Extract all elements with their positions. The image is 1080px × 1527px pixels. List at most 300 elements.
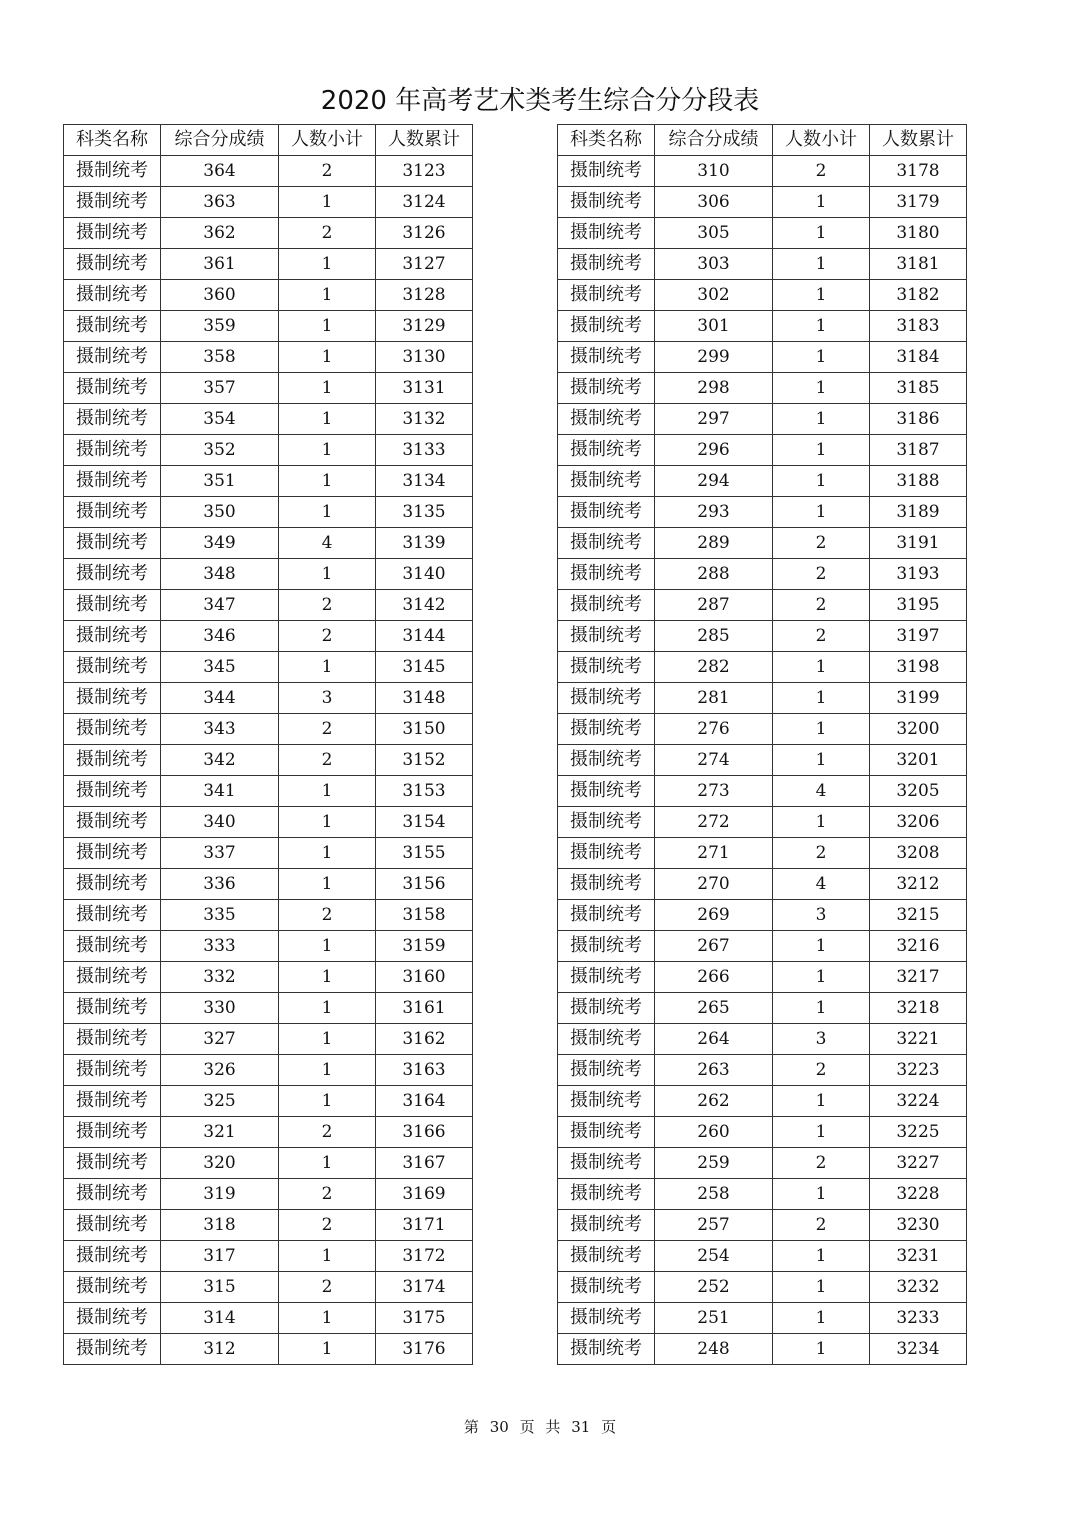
cell-score: 264 bbox=[655, 1024, 773, 1055]
cell-cumulative: 3198 bbox=[870, 652, 967, 683]
cell-cumulative: 3166 bbox=[376, 1117, 473, 1148]
cell-cumulative: 3223 bbox=[870, 1055, 967, 1086]
table-row bbox=[64, 1334, 473, 1365]
cell-subject: 摄制统考 bbox=[64, 1334, 161, 1365]
cell-cumulative: 3130 bbox=[376, 342, 473, 373]
cell-count: 3 bbox=[773, 1024, 870, 1055]
cell-cumulative: 3153 bbox=[376, 776, 473, 807]
page-footer bbox=[0, 1416, 1080, 1437]
cell-count: 1 bbox=[773, 1179, 870, 1210]
table-body-right bbox=[558, 156, 967, 1365]
cell-score: 288 bbox=[655, 559, 773, 590]
cell-score: 363 bbox=[161, 187, 279, 218]
cell-count: 1 bbox=[279, 1241, 376, 1272]
cell-count: 2 bbox=[773, 1055, 870, 1086]
table-row bbox=[558, 652, 967, 683]
table-row bbox=[558, 745, 967, 776]
cell-count: 2 bbox=[773, 156, 870, 187]
cell-cumulative: 3156 bbox=[376, 869, 473, 900]
cell-cumulative: 3127 bbox=[376, 249, 473, 280]
page-title: 2020 年高考艺术类考生综合分分段表 bbox=[320, 86, 760, 116]
cell-count: 1 bbox=[279, 931, 376, 962]
cell-cumulative: 3126 bbox=[376, 218, 473, 249]
cell-count: 1 bbox=[279, 869, 376, 900]
table-row bbox=[558, 1210, 967, 1241]
cell-score: 345 bbox=[161, 652, 279, 683]
cell-count: 2 bbox=[773, 838, 870, 869]
cell-subject: 摄制统考 bbox=[558, 962, 655, 993]
cell-cumulative: 3131 bbox=[376, 373, 473, 404]
cell-subject: 摄制统考 bbox=[64, 621, 161, 652]
table-row bbox=[558, 435, 967, 466]
cell-score: 265 bbox=[655, 993, 773, 1024]
cell-count: 1 bbox=[773, 342, 870, 373]
cell-subject: 摄制统考 bbox=[64, 497, 161, 528]
table-header-row bbox=[558, 125, 967, 156]
cell-subject: 摄制统考 bbox=[64, 1179, 161, 1210]
cell-score: 320 bbox=[161, 1148, 279, 1179]
cell-count: 2 bbox=[773, 559, 870, 590]
cell-count: 2 bbox=[279, 590, 376, 621]
table-row bbox=[558, 218, 967, 249]
cell-cumulative: 3162 bbox=[376, 1024, 473, 1055]
table-row bbox=[558, 1086, 967, 1117]
table-row bbox=[558, 621, 967, 652]
cell-count: 1 bbox=[279, 1055, 376, 1086]
cell-subject: 摄制统考 bbox=[64, 1210, 161, 1241]
cell-count: 2 bbox=[279, 1272, 376, 1303]
table-row bbox=[64, 1210, 473, 1241]
table-row bbox=[558, 1148, 967, 1179]
cell-subject: 摄制统考 bbox=[558, 249, 655, 280]
cell-cumulative: 3178 bbox=[870, 156, 967, 187]
table-row bbox=[558, 993, 967, 1024]
cell-score: 301 bbox=[655, 311, 773, 342]
table-row bbox=[64, 497, 473, 528]
cell-count: 2 bbox=[773, 590, 870, 621]
cell-score: 289 bbox=[655, 528, 773, 559]
cell-score: 350 bbox=[161, 497, 279, 528]
cell-cumulative: 3195 bbox=[870, 590, 967, 621]
cell-count: 1 bbox=[773, 1334, 870, 1365]
header-subject: 科类名称 bbox=[64, 125, 161, 156]
cell-count: 1 bbox=[773, 311, 870, 342]
cell-subject: 摄制统考 bbox=[558, 156, 655, 187]
cell-subject: 摄制统考 bbox=[558, 1086, 655, 1117]
cell-count: 1 bbox=[279, 311, 376, 342]
table-row bbox=[64, 807, 473, 838]
cell-subject: 摄制统考 bbox=[64, 776, 161, 807]
cell-subject: 摄制统考 bbox=[558, 993, 655, 1024]
cell-cumulative: 3135 bbox=[376, 497, 473, 528]
cell-count: 2 bbox=[279, 900, 376, 931]
cell-count: 1 bbox=[279, 187, 376, 218]
table-row bbox=[558, 590, 967, 621]
table-row bbox=[64, 1086, 473, 1117]
cell-cumulative: 3164 bbox=[376, 1086, 473, 1117]
cell-score: 296 bbox=[655, 435, 773, 466]
cell-count: 1 bbox=[773, 962, 870, 993]
cell-subject: 摄制统考 bbox=[64, 280, 161, 311]
table-row bbox=[558, 373, 967, 404]
cell-count: 1 bbox=[279, 559, 376, 590]
cell-cumulative: 3124 bbox=[376, 187, 473, 218]
table-row bbox=[64, 1303, 473, 1334]
table-row bbox=[64, 1241, 473, 1272]
cell-subject: 摄制统考 bbox=[64, 1148, 161, 1179]
cell-score: 297 bbox=[655, 404, 773, 435]
cell-count: 1 bbox=[279, 1303, 376, 1334]
cell-cumulative: 3221 bbox=[870, 1024, 967, 1055]
cell-cumulative: 3208 bbox=[870, 838, 967, 869]
cell-subject: 摄制统考 bbox=[558, 1334, 655, 1365]
table-row bbox=[558, 1303, 967, 1334]
cell-count: 1 bbox=[279, 342, 376, 373]
cell-cumulative: 3197 bbox=[870, 621, 967, 652]
cell-subject: 摄制统考 bbox=[64, 714, 161, 745]
table-row bbox=[64, 187, 473, 218]
cell-cumulative: 3232 bbox=[870, 1272, 967, 1303]
header-score: 综合分成绩 bbox=[161, 125, 279, 156]
cell-subject: 摄制统考 bbox=[64, 373, 161, 404]
cell-cumulative: 3123 bbox=[376, 156, 473, 187]
cell-score: 274 bbox=[655, 745, 773, 776]
cell-score: 266 bbox=[655, 962, 773, 993]
table-row bbox=[64, 1179, 473, 1210]
cell-cumulative: 3133 bbox=[376, 435, 473, 466]
cell-cumulative: 3227 bbox=[870, 1148, 967, 1179]
cell-subject: 摄制统考 bbox=[558, 559, 655, 590]
cell-subject: 摄制统考 bbox=[558, 311, 655, 342]
cell-score: 248 bbox=[655, 1334, 773, 1365]
table-row bbox=[64, 962, 473, 993]
cell-cumulative: 3181 bbox=[870, 249, 967, 280]
table-header-row bbox=[64, 125, 473, 156]
cell-score: 333 bbox=[161, 931, 279, 962]
cell-subject: 摄制统考 bbox=[64, 187, 161, 218]
cell-score: 273 bbox=[655, 776, 773, 807]
cell-score: 269 bbox=[655, 900, 773, 931]
cell-subject: 摄制统考 bbox=[558, 1210, 655, 1241]
cell-cumulative: 3175 bbox=[376, 1303, 473, 1334]
cell-cumulative: 3134 bbox=[376, 466, 473, 497]
cell-cumulative: 3176 bbox=[376, 1334, 473, 1365]
cell-score: 299 bbox=[655, 342, 773, 373]
cell-count: 1 bbox=[279, 838, 376, 869]
cell-cumulative: 3140 bbox=[376, 559, 473, 590]
cell-count: 1 bbox=[773, 714, 870, 745]
cell-cumulative: 3159 bbox=[376, 931, 473, 962]
cell-score: 340 bbox=[161, 807, 279, 838]
cell-subject: 摄制统考 bbox=[558, 714, 655, 745]
table-row bbox=[558, 807, 967, 838]
table-row bbox=[64, 559, 473, 590]
cell-score: 305 bbox=[655, 218, 773, 249]
header-subject: 科类名称 bbox=[558, 125, 655, 156]
cell-count: 1 bbox=[279, 404, 376, 435]
cell-cumulative: 3169 bbox=[376, 1179, 473, 1210]
cell-count: 1 bbox=[279, 249, 376, 280]
table-row bbox=[64, 249, 473, 280]
table-row bbox=[64, 838, 473, 869]
cell-score: 354 bbox=[161, 404, 279, 435]
table-row bbox=[64, 776, 473, 807]
cell-cumulative: 3231 bbox=[870, 1241, 967, 1272]
cell-subject: 摄制统考 bbox=[64, 869, 161, 900]
cell-cumulative: 3186 bbox=[870, 404, 967, 435]
cell-subject: 摄制统考 bbox=[558, 1024, 655, 1055]
cell-count: 1 bbox=[773, 280, 870, 311]
table-row bbox=[558, 1334, 967, 1365]
cell-cumulative: 3230 bbox=[870, 1210, 967, 1241]
cell-score: 327 bbox=[161, 1024, 279, 1055]
cell-subject: 摄制统考 bbox=[558, 807, 655, 838]
cell-count: 1 bbox=[773, 1086, 870, 1117]
table-row bbox=[558, 776, 967, 807]
cell-subject: 摄制统考 bbox=[558, 187, 655, 218]
cell-cumulative: 3233 bbox=[870, 1303, 967, 1334]
cell-subject: 摄制统考 bbox=[64, 1024, 161, 1055]
cell-subject: 摄制统考 bbox=[64, 249, 161, 280]
cell-cumulative: 3188 bbox=[870, 466, 967, 497]
table-row bbox=[64, 1117, 473, 1148]
cell-score: 276 bbox=[655, 714, 773, 745]
table-row bbox=[64, 993, 473, 1024]
table-row bbox=[558, 714, 967, 745]
table-row bbox=[558, 1272, 967, 1303]
cell-score: 298 bbox=[655, 373, 773, 404]
cell-cumulative: 3171 bbox=[376, 1210, 473, 1241]
cell-count: 2 bbox=[279, 621, 376, 652]
cell-cumulative: 3152 bbox=[376, 745, 473, 776]
cell-count: 2 bbox=[773, 1148, 870, 1179]
cell-score: 285 bbox=[655, 621, 773, 652]
cell-subject: 摄制统考 bbox=[558, 1117, 655, 1148]
cell-subject: 摄制统考 bbox=[558, 218, 655, 249]
cell-score: 332 bbox=[161, 962, 279, 993]
cell-score: 362 bbox=[161, 218, 279, 249]
cell-score: 252 bbox=[655, 1272, 773, 1303]
cell-subject: 摄制统考 bbox=[558, 838, 655, 869]
cell-score: 306 bbox=[655, 187, 773, 218]
cell-cumulative: 3217 bbox=[870, 962, 967, 993]
table-row bbox=[558, 683, 967, 714]
cell-cumulative: 3155 bbox=[376, 838, 473, 869]
table-row bbox=[64, 1024, 473, 1055]
cell-score: 326 bbox=[161, 1055, 279, 1086]
cell-cumulative: 3145 bbox=[376, 652, 473, 683]
cell-subject: 摄制统考 bbox=[558, 590, 655, 621]
cell-cumulative: 3179 bbox=[870, 187, 967, 218]
table-row bbox=[64, 869, 473, 900]
cell-score: 341 bbox=[161, 776, 279, 807]
cell-cumulative: 3142 bbox=[376, 590, 473, 621]
cell-cumulative: 3187 bbox=[870, 435, 967, 466]
header-count: 人数小计 bbox=[279, 125, 376, 156]
cell-count: 2 bbox=[279, 1210, 376, 1241]
cell-count: 1 bbox=[279, 1148, 376, 1179]
table-row bbox=[64, 590, 473, 621]
cell-score: 343 bbox=[161, 714, 279, 745]
cell-subject: 摄制统考 bbox=[64, 1272, 161, 1303]
cell-subject: 摄制统考 bbox=[64, 962, 161, 993]
cell-score: 287 bbox=[655, 590, 773, 621]
cell-score: 270 bbox=[655, 869, 773, 900]
table-row bbox=[64, 652, 473, 683]
table-row bbox=[64, 683, 473, 714]
cell-score: 257 bbox=[655, 1210, 773, 1241]
cell-subject: 摄制统考 bbox=[64, 900, 161, 931]
cell-subject: 摄制统考 bbox=[558, 435, 655, 466]
cell-score: 317 bbox=[161, 1241, 279, 1272]
table-row bbox=[558, 900, 967, 931]
cell-subject: 摄制统考 bbox=[64, 466, 161, 497]
table-row bbox=[64, 435, 473, 466]
cell-count: 1 bbox=[773, 1272, 870, 1303]
cell-count: 1 bbox=[773, 931, 870, 962]
cell-score: 310 bbox=[655, 156, 773, 187]
table-row bbox=[558, 1241, 967, 1272]
cell-score: 359 bbox=[161, 311, 279, 342]
cell-count: 1 bbox=[773, 652, 870, 683]
cell-subject: 摄制统考 bbox=[64, 1241, 161, 1272]
cell-subject: 摄制统考 bbox=[558, 466, 655, 497]
cell-score: 293 bbox=[655, 497, 773, 528]
cell-count: 1 bbox=[773, 187, 870, 218]
cell-score: 358 bbox=[161, 342, 279, 373]
table-row bbox=[558, 559, 967, 590]
cell-count: 1 bbox=[773, 404, 870, 435]
cell-score: 352 bbox=[161, 435, 279, 466]
cell-score: 364 bbox=[161, 156, 279, 187]
table-row bbox=[64, 528, 473, 559]
cell-subject: 摄制统考 bbox=[64, 1303, 161, 1334]
cell-score: 251 bbox=[655, 1303, 773, 1334]
score-table-left bbox=[63, 124, 473, 1365]
table-row bbox=[558, 280, 967, 311]
cell-cumulative: 3148 bbox=[376, 683, 473, 714]
footer-prefix: 第 bbox=[463, 1418, 479, 1436]
cell-subject: 摄制统考 bbox=[558, 1241, 655, 1272]
cell-cumulative: 3184 bbox=[870, 342, 967, 373]
cell-count: 1 bbox=[773, 373, 870, 404]
table-row bbox=[64, 466, 473, 497]
table-row bbox=[558, 869, 967, 900]
cell-cumulative: 3172 bbox=[376, 1241, 473, 1272]
cell-subject: 摄制统考 bbox=[558, 497, 655, 528]
table-row bbox=[558, 466, 967, 497]
cell-score: 262 bbox=[655, 1086, 773, 1117]
footer-page-number: 30 bbox=[489, 1418, 509, 1436]
cell-subject: 摄制统考 bbox=[64, 807, 161, 838]
table-row bbox=[64, 1055, 473, 1086]
cell-subject: 摄制统考 bbox=[64, 683, 161, 714]
cell-score: 259 bbox=[655, 1148, 773, 1179]
cell-score: 361 bbox=[161, 249, 279, 280]
cell-subject: 摄制统考 bbox=[64, 1055, 161, 1086]
table-row bbox=[64, 404, 473, 435]
cell-subject: 摄制统考 bbox=[64, 652, 161, 683]
cell-cumulative: 3154 bbox=[376, 807, 473, 838]
header-score: 综合分成绩 bbox=[655, 125, 773, 156]
cell-count: 2 bbox=[279, 714, 376, 745]
cell-subject: 摄制统考 bbox=[64, 931, 161, 962]
table-row bbox=[64, 342, 473, 373]
cell-subject: 摄制统考 bbox=[558, 776, 655, 807]
cell-subject: 摄制统考 bbox=[64, 745, 161, 776]
table-row bbox=[558, 1117, 967, 1148]
cell-subject: 摄制统考 bbox=[64, 1086, 161, 1117]
table-row bbox=[558, 838, 967, 869]
cell-cumulative: 3185 bbox=[870, 373, 967, 404]
table-row bbox=[64, 714, 473, 745]
cell-cumulative: 3182 bbox=[870, 280, 967, 311]
cell-subject: 摄制统考 bbox=[558, 404, 655, 435]
cell-count: 2 bbox=[773, 528, 870, 559]
cell-score: 318 bbox=[161, 1210, 279, 1241]
cell-subject: 摄制统考 bbox=[558, 280, 655, 311]
cell-cumulative: 3200 bbox=[870, 714, 967, 745]
cell-cumulative: 3139 bbox=[376, 528, 473, 559]
cell-subject: 摄制统考 bbox=[64, 218, 161, 249]
cell-subject: 摄制统考 bbox=[64, 590, 161, 621]
cell-cumulative: 3158 bbox=[376, 900, 473, 931]
cell-subject: 摄制统考 bbox=[558, 342, 655, 373]
cell-score: 360 bbox=[161, 280, 279, 311]
table-row bbox=[64, 373, 473, 404]
header-cumulative: 人数累计 bbox=[376, 125, 473, 156]
table-row bbox=[558, 249, 967, 280]
cell-count: 1 bbox=[279, 962, 376, 993]
cell-count: 1 bbox=[279, 497, 376, 528]
cell-count: 2 bbox=[279, 1179, 376, 1210]
header-count: 人数小计 bbox=[773, 125, 870, 156]
cell-cumulative: 3161 bbox=[376, 993, 473, 1024]
cell-count: 1 bbox=[279, 652, 376, 683]
cell-count: 1 bbox=[773, 683, 870, 714]
table-row bbox=[64, 311, 473, 342]
cell-count: 2 bbox=[279, 1117, 376, 1148]
cell-count: 1 bbox=[279, 435, 376, 466]
cell-cumulative: 3212 bbox=[870, 869, 967, 900]
cell-score: 282 bbox=[655, 652, 773, 683]
cell-score: 271 bbox=[655, 838, 773, 869]
cell-count: 1 bbox=[279, 1334, 376, 1365]
cell-count: 1 bbox=[279, 1024, 376, 1055]
cell-count: 1 bbox=[773, 1117, 870, 1148]
cell-cumulative: 3234 bbox=[870, 1334, 967, 1365]
cell-cumulative: 3174 bbox=[376, 1272, 473, 1303]
cell-cumulative: 3205 bbox=[870, 776, 967, 807]
cell-count: 1 bbox=[279, 776, 376, 807]
cell-count: 1 bbox=[773, 497, 870, 528]
cell-count: 1 bbox=[773, 807, 870, 838]
table-row bbox=[558, 342, 967, 373]
cell-count: 1 bbox=[773, 993, 870, 1024]
cell-subject: 摄制统考 bbox=[558, 900, 655, 931]
cell-score: 260 bbox=[655, 1117, 773, 1148]
score-table-right bbox=[557, 124, 967, 1365]
cell-subject: 摄制统考 bbox=[64, 156, 161, 187]
cell-cumulative: 3183 bbox=[870, 311, 967, 342]
cell-score: 312 bbox=[161, 1334, 279, 1365]
cell-score: 263 bbox=[655, 1055, 773, 1086]
table-row bbox=[64, 280, 473, 311]
cell-score: 349 bbox=[161, 528, 279, 559]
cell-cumulative: 3225 bbox=[870, 1117, 967, 1148]
cell-score: 314 bbox=[161, 1303, 279, 1334]
cell-subject: 摄制统考 bbox=[558, 931, 655, 962]
